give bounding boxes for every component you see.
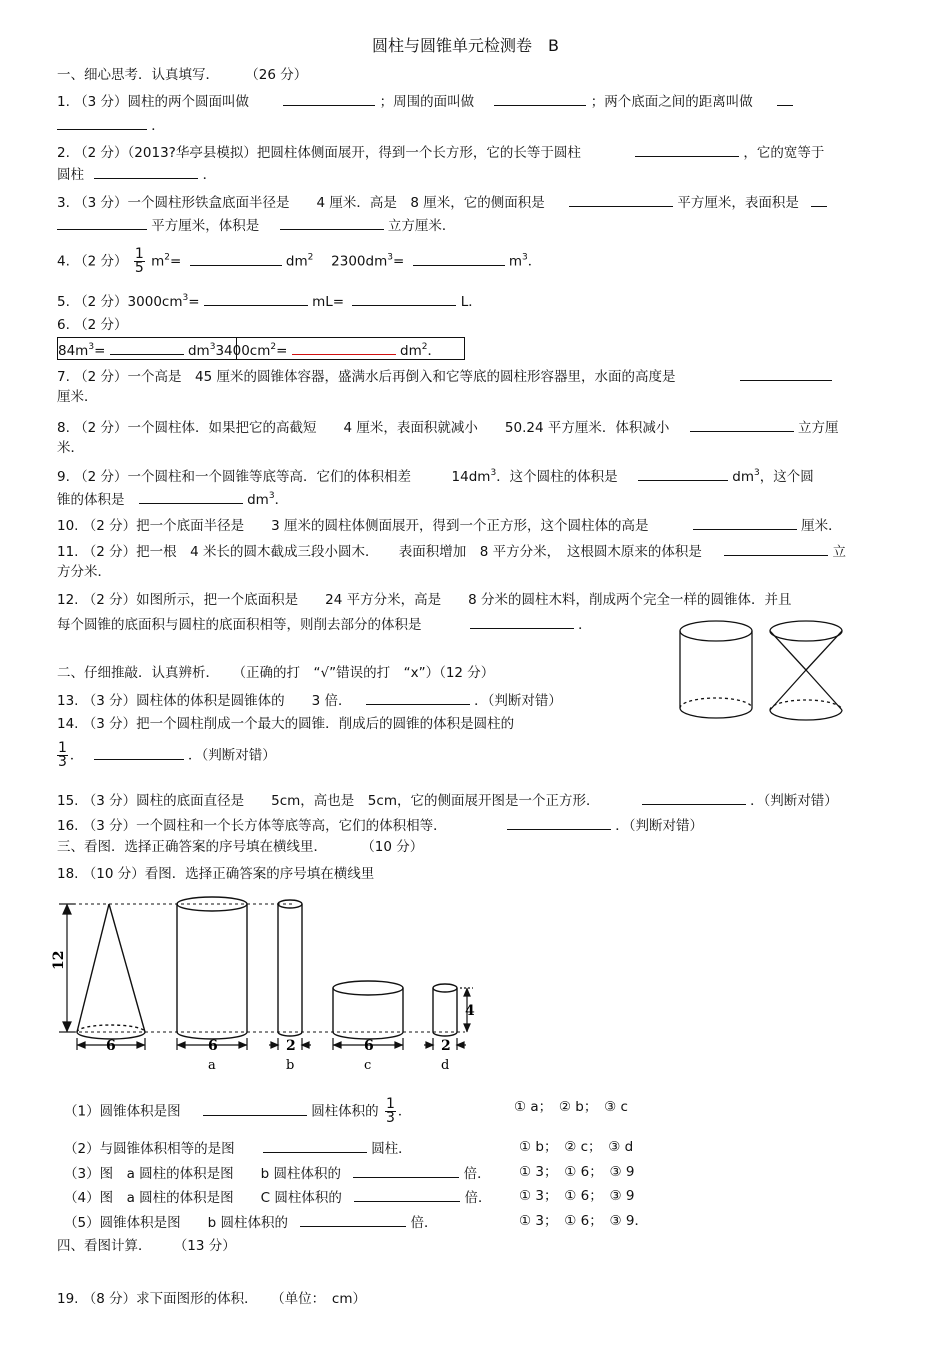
q15-text-a: 15. （3 分）圆柱的底面直径是 5cm，高也是 5cm，它的侧面展开图是一个正方形． xyxy=(57,793,600,809)
q5-blank-1[interactable] xyxy=(204,291,308,306)
section-heading-text: 一、细心思考．认真填写． xyxy=(57,67,219,83)
q4-blank-1[interactable] xyxy=(190,251,282,266)
q6-value-2: 3400cm xyxy=(215,343,271,359)
q10-text-a: 10. （2 分）把一个底面半径是 3 厘米的圆柱体侧面展开，得到一个正方形，这个圆柱体的高是 xyxy=(57,518,649,534)
q5-text-d: L． xyxy=(460,294,482,310)
q4-blank-2[interactable] xyxy=(413,251,505,266)
q1-blank-2[interactable] xyxy=(494,91,586,106)
q3-blank-3[interactable] xyxy=(280,215,384,230)
q14-text-c: ．（判断对错） xyxy=(188,747,276,764)
question-11 xyxy=(57,541,846,561)
question-9-cont xyxy=(57,489,288,509)
cone-shape xyxy=(77,904,145,1039)
question-6-content xyxy=(58,340,441,360)
question-1-cont xyxy=(57,115,165,135)
q1-blank-3a[interactable] xyxy=(777,91,793,106)
q9-text-a: 9. （2 分）一个圆柱和一个圆锥等底等高．它们的体积相差 14dm xyxy=(57,469,491,485)
section-heading-text: 二、仔细推敲．认真辨析． （正确的打 “√”错误的打 “x”） xyxy=(57,665,440,681)
q1-text-a: 1. （3 分）圆柱的两个圆面叫做 xyxy=(57,94,250,110)
figure-label-c: c xyxy=(364,1058,372,1073)
exponent: 3 xyxy=(88,342,95,352)
period: ． xyxy=(397,1103,412,1120)
figure-label-a: a xyxy=(208,1058,216,1073)
section-3-heading xyxy=(57,838,423,856)
equals: = xyxy=(169,253,182,270)
q1-blank-3b[interactable] xyxy=(57,115,147,130)
width-label-a: 6 xyxy=(208,1038,218,1054)
height-4-label: 4 xyxy=(465,1003,475,1019)
q18-figure xyxy=(51,892,480,1077)
cylinder-b-shape xyxy=(278,900,302,1036)
q15-text-b: ．（判断对错） xyxy=(750,793,838,809)
q7-blank[interactable] xyxy=(740,366,832,381)
q5-text-c: mL= xyxy=(312,294,345,310)
q1-text-b: ；周围的面叫做 xyxy=(379,94,475,110)
q1-text-d: ． xyxy=(151,118,165,134)
equals: = xyxy=(94,343,106,359)
width-label-cone: 6 xyxy=(106,1038,116,1054)
cylinder-shape xyxy=(680,621,752,718)
q5-text-a: 5. （2 分）3000cm xyxy=(57,294,183,310)
q1-blank-1[interactable] xyxy=(283,91,375,106)
question-14: 14. （3 分）把一个圆柱削成一个最大的圆锥．削成后的圆锥的体积是圆柱的 xyxy=(57,716,515,732)
sub5-options: ① 3； ① 6； ③ 9． xyxy=(519,1213,648,1229)
sub-question-1 xyxy=(64,1098,411,1125)
double-cone-shape xyxy=(770,621,842,720)
sub-question-5 xyxy=(64,1212,438,1232)
section-points: （26 分） xyxy=(245,67,308,83)
exponent: 3 xyxy=(490,468,497,478)
q6-value-1: 84m xyxy=(58,343,89,359)
cylinder-c-shape xyxy=(333,981,403,1039)
fraction-denominator: 3 xyxy=(58,754,67,770)
question-9 xyxy=(57,466,814,486)
q2-text-c: 圆柱 xyxy=(57,167,84,183)
sub3-text-b: 倍． xyxy=(463,1166,491,1182)
sub5-text-b: 倍． xyxy=(410,1215,438,1231)
q9-text-b: ．这个圆柱的体积是 xyxy=(496,469,618,485)
q11-blank[interactable] xyxy=(724,541,828,556)
q4-text-mid: 2300dm xyxy=(317,253,388,270)
figure-label-d: d xyxy=(441,1058,450,1073)
q8-text-a: 8. （2 分）一个圆柱体．如果把它的高截短 4 厘米，表面积就减小 50.24 平方厘米．体积减小 xyxy=(57,420,670,436)
figure-label-b: b xyxy=(286,1058,295,1073)
section-heading-text: 三、看图．选择正确答案的序号填在横线里． xyxy=(57,839,327,855)
width-label-d: 2 xyxy=(441,1038,451,1054)
question-4 xyxy=(57,248,541,275)
question-3 xyxy=(57,192,827,212)
sub4-options: ① 3； ① 6； ③ 9 xyxy=(519,1188,635,1204)
fraction-denominator: 3 xyxy=(385,1110,395,1126)
exponent: 2 xyxy=(164,252,170,263)
question-2 xyxy=(57,142,824,162)
q3-text-c: 平方厘米，体积是 xyxy=(151,218,260,234)
period: ． xyxy=(527,253,542,270)
unit-dm: dm xyxy=(732,469,755,485)
sub1-text-b: 圆柱体积的 xyxy=(311,1103,379,1120)
q3-text-a: 3. （3 分）一个圆柱形铁盒底面半径是 4 厘米．高是 8 厘米，它的侧面积是 xyxy=(57,195,545,211)
fraction-numerator: 1 xyxy=(385,1096,395,1112)
unit-dm: dm xyxy=(187,343,210,359)
q7-text-a: 7. （2 分）一个高是 45 厘米的圆锥体容器，盛满水后再倒入和它等底的圆柱形容器里，水面的高度是 xyxy=(57,369,676,385)
sub2-text-a: （2）与圆锥体积相等的是图 xyxy=(64,1141,235,1157)
section-heading-text: 四、看图计算． xyxy=(57,1238,152,1254)
q3-text-b: 平方厘米，表面积是 xyxy=(677,195,799,211)
q11-text-b: 立 xyxy=(832,544,846,560)
q10-text-b: 厘米． xyxy=(801,518,842,534)
q9-text-d: ，这个圆 xyxy=(759,469,814,485)
exponent: 2 xyxy=(307,252,314,263)
q13-text-a: 13. （3 分）圆柱体的体积是圆锥体的 3 倍． xyxy=(57,693,352,709)
question-15 xyxy=(57,790,838,810)
exponent: 3 xyxy=(268,491,275,501)
q3-blank-1[interactable] xyxy=(569,192,673,207)
q6-blank-1[interactable] xyxy=(110,340,184,355)
exponent: 2 xyxy=(270,342,277,352)
equals: = xyxy=(392,253,405,270)
sub-question-2 xyxy=(64,1138,412,1158)
q12-blank[interactable] xyxy=(470,614,574,629)
q13-blank[interactable] xyxy=(366,690,470,705)
fraction-numerator: 1 xyxy=(134,246,144,262)
height-12-label: 12 xyxy=(51,950,67,970)
q13-text-b: ．（判断对错） xyxy=(474,693,562,709)
q2-blank-2[interactable] xyxy=(94,164,198,179)
unit-dm: dm xyxy=(247,492,269,508)
q11-text-a: 11. （2 分）把一根 4 米长的圆木截成三段小圆木． 表面积增加 8 平方分米， 这根圆木原来的体积是 xyxy=(57,544,702,560)
exponent: 3 xyxy=(182,293,189,303)
question-13 xyxy=(57,690,562,710)
sub3-options: ① 3； ① 6； ③ 9 xyxy=(519,1164,635,1180)
q12-figure xyxy=(676,614,876,734)
sub1-options: ① a； ② b； ③ c xyxy=(514,1099,628,1115)
sub4-text-a: （4）图 a 圆柱的体积是图 C 圆柱体积的 xyxy=(64,1190,342,1206)
q8-text-b: 立方厘 xyxy=(797,420,839,436)
sub5-text-a: （5）圆锥体积是图 b 圆柱体积的 xyxy=(64,1215,288,1231)
q14-fraction xyxy=(57,742,68,769)
period: ． xyxy=(427,343,441,359)
period: ． xyxy=(274,492,289,508)
q16-blank[interactable] xyxy=(507,815,611,830)
sub1-fraction xyxy=(385,1098,396,1125)
sub3-blank[interactable] xyxy=(353,1163,459,1178)
q2-text-b: ，它的宽等于 xyxy=(743,145,825,161)
question-11-cont: 方分米． xyxy=(57,564,111,580)
q4-text-a: 4. （2 分） xyxy=(57,253,128,270)
exponent: 3 xyxy=(209,342,216,352)
question-1 xyxy=(57,91,793,111)
q8-blank[interactable] xyxy=(690,417,794,432)
question-18: 18. （10 分）看图．选择正确答案的序号填在横线里 xyxy=(57,866,375,882)
q10-blank[interactable] xyxy=(693,515,797,530)
question-14-cont xyxy=(57,742,276,769)
sub1-blank[interactable] xyxy=(203,1101,307,1116)
q4-fraction xyxy=(134,248,145,275)
q2-text-d: ． xyxy=(202,167,217,183)
question-7-cont: 厘米． xyxy=(57,389,98,405)
exponent: 3 xyxy=(754,468,760,478)
equals: = xyxy=(188,294,200,310)
fraction-denominator: 5 xyxy=(134,260,144,276)
exponent: 3 xyxy=(387,252,393,263)
width-label-c: 6 xyxy=(364,1038,374,1054)
question-7 xyxy=(57,366,832,386)
q3-blank-2a[interactable] xyxy=(811,192,827,207)
q6-blank-2[interactable] xyxy=(292,340,396,355)
section-points: （10 分） xyxy=(361,839,424,855)
q3-text-d: 立方厘米． xyxy=(387,218,456,234)
question-12: 12. （2 分）如图所示，把一个底面积是 24 平方分米，高是 8 分米的圆柱木料，削成两个完全一样的圆锥体．并且 xyxy=(57,592,792,608)
q14-blank[interactable] xyxy=(94,745,184,760)
section-1-heading xyxy=(57,66,307,84)
sub-question-4 xyxy=(64,1187,491,1207)
width-label-b: 2 xyxy=(286,1038,296,1054)
section-4-heading xyxy=(57,1237,236,1255)
q9-blank-2[interactable] xyxy=(139,489,243,504)
unit-m: m xyxy=(508,253,523,270)
period: ． xyxy=(578,617,592,633)
sub2-options: ① b； ② c； ③ d xyxy=(519,1139,634,1155)
sub4-blank[interactable] xyxy=(354,1187,460,1202)
q15-blank[interactable] xyxy=(642,790,746,805)
q16-text-b: ．（判断对错） xyxy=(615,818,703,834)
page-title: 圆柱与圆锥单元检测卷 B xyxy=(372,36,559,55)
q9-blank-1[interactable] xyxy=(638,466,728,481)
question-8-cont: 米． xyxy=(57,440,84,456)
question-8 xyxy=(57,417,838,437)
q12-text-b: 每个圆锥的底面积与圆柱的底面积相等，则削去部分的体积是 xyxy=(57,617,422,633)
section-2-heading xyxy=(57,664,494,682)
question-16 xyxy=(57,815,703,835)
exponent: 3 xyxy=(522,252,528,263)
cylinder-d-shape xyxy=(433,984,457,1036)
unit-m: m xyxy=(151,253,165,270)
question-6: 6. （2 分） xyxy=(57,317,128,333)
width-dimensions xyxy=(77,1038,466,1050)
period: ． xyxy=(69,747,84,764)
q3-blank-2b[interactable] xyxy=(57,215,147,230)
cylinder-a-shape xyxy=(177,897,247,1039)
unit-dm: dm xyxy=(400,343,422,359)
question-2-cont xyxy=(57,164,216,184)
q5-blank-2[interactable] xyxy=(352,291,456,306)
q9-text-e: 锥的体积是 xyxy=(57,492,125,508)
question-5 xyxy=(57,291,482,311)
unit-dm: dm xyxy=(285,253,308,270)
question-10 xyxy=(57,515,842,535)
question-19: 19. （8 分）求下面图形的体积． （单位： cm） xyxy=(57,1291,366,1307)
section-points: （12 分） xyxy=(439,665,495,681)
sub2-blank[interactable] xyxy=(263,1138,367,1153)
q1-text-c: ；两个底面之间的距离叫做 xyxy=(590,94,753,110)
sub-question-3 xyxy=(64,1163,491,1183)
q2-text-a: 2. （2 分）（2013?华亭县模拟）把圆柱体侧面展开，得到一个长方形，它的长等于圆柱 xyxy=(57,145,581,161)
sub4-text-b: 倍． xyxy=(464,1190,492,1206)
section-points: （13 分） xyxy=(173,1238,236,1254)
question-12-cont xyxy=(57,614,592,634)
question-3-cont xyxy=(57,215,455,235)
q2-blank-1[interactable] xyxy=(635,142,739,157)
sub3-text-a: （3）图 a 圆柱的体积是图 b 圆柱体积的 xyxy=(64,1166,342,1182)
fraction-numerator: 1 xyxy=(58,740,67,756)
sub5-blank[interactable] xyxy=(300,1212,406,1227)
exponent: 2 xyxy=(421,342,428,352)
sub2-text-b: 圆柱． xyxy=(371,1141,412,1157)
q16-text-a: 16. （3 分）一个圆柱和一个长方体等底等高，它们的体积相等． xyxy=(57,818,447,834)
equals: = xyxy=(276,343,288,359)
sub1-text-a: （1）圆锥体积是图 xyxy=(64,1103,181,1120)
